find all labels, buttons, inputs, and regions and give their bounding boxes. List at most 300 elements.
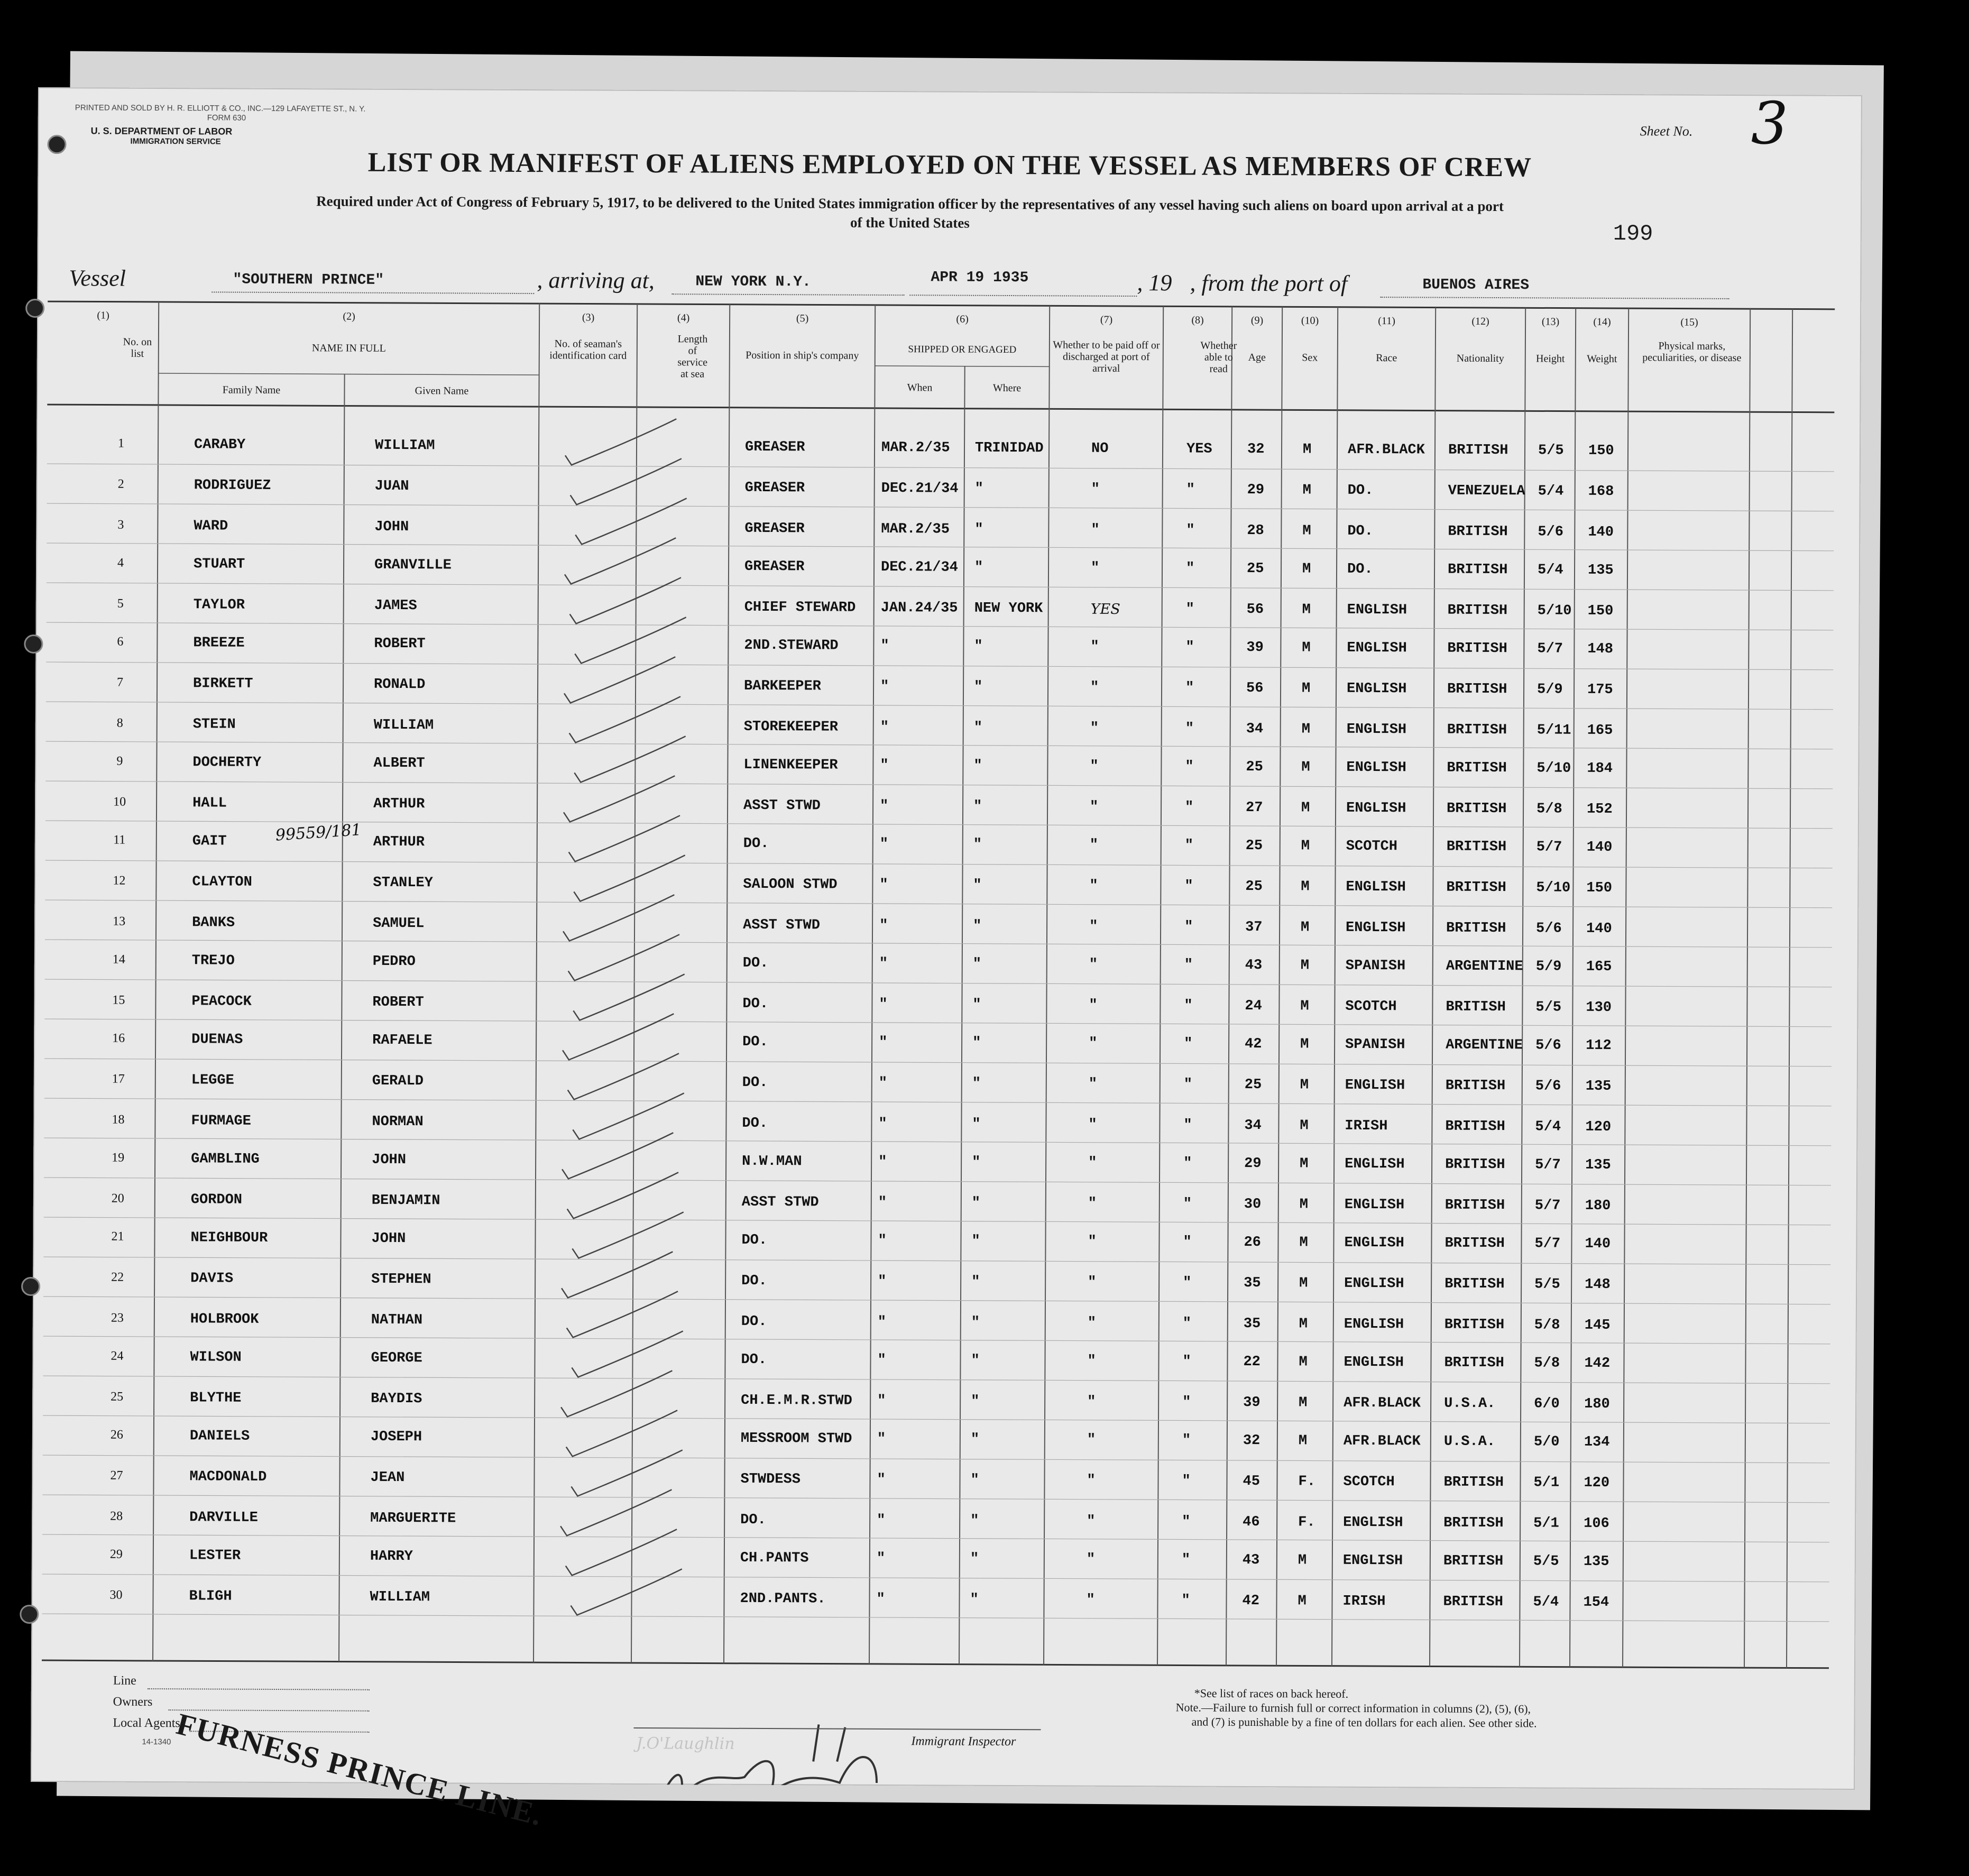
- printer-line: PRINTED AND SOLD BY H. R. ELLIOTT & CO., INC.—129 LAFAYETTE ST., N. Y.: [75, 103, 366, 114]
- cell-paid-off: ": [1089, 878, 1098, 894]
- cell-paid-off: ": [1090, 639, 1099, 655]
- cell-shipped-when: ": [877, 1352, 886, 1369]
- cell-shipped-when: ": [878, 1154, 887, 1171]
- cell-row-number: 11: [113, 833, 126, 847]
- cell-height: 5/7: [1534, 1236, 1561, 1252]
- cell-shipped-where: ": [970, 1551, 979, 1567]
- cell-shipped-where: ": [973, 836, 982, 853]
- cell-race: ENGLISH: [1346, 879, 1406, 896]
- cell-shipped-when: ": [880, 798, 889, 815]
- cell-position: 2ND.STEWARD: [744, 637, 839, 654]
- cell-paid-off: ": [1090, 679, 1099, 696]
- cell-age: 43: [1242, 1552, 1260, 1569]
- cell-row-number: 17: [112, 1072, 125, 1086]
- cell-given-name: JUAN: [374, 478, 409, 495]
- cell-sex: M: [1299, 1197, 1309, 1213]
- cell-weight: 135: [1583, 1553, 1609, 1570]
- col-num-2: (2): [343, 310, 355, 323]
- cell-given-name: BAYDIS: [371, 1391, 422, 1408]
- cell-shipped-when: DEC.21/34: [881, 480, 959, 497]
- cell-row-number: 30: [109, 1588, 123, 1602]
- cell-paid-off: ": [1088, 1196, 1097, 1212]
- cell-nationality: BRITISH: [1444, 1235, 1505, 1252]
- cell-position: GREASER: [744, 439, 805, 456]
- cell-height: 5/8: [1534, 1317, 1560, 1334]
- cell-row-number: 22: [111, 1270, 124, 1284]
- cell-position: LINENKEEPER: [743, 757, 838, 774]
- cell-sex: M: [1298, 1593, 1306, 1610]
- arriving-label: , arriving at,: [537, 267, 655, 294]
- company-stamp: FURNESS PRINCE LINE.: [173, 1706, 547, 1833]
- cell-row-number: 7: [117, 675, 124, 689]
- cell-position: DO.: [741, 1313, 767, 1330]
- cell-shipped-where: ": [973, 758, 982, 774]
- cell-paid-off: ": [1090, 560, 1100, 576]
- cell-nationality: VENEZUELA: [1448, 483, 1525, 500]
- cell-able-to-read: ": [1183, 1077, 1193, 1093]
- cell-position: DO.: [741, 1351, 767, 1368]
- cell-paid-off: ": [1089, 918, 1098, 935]
- cell-shipped-where: ": [972, 1035, 981, 1051]
- cell-nationality: BRITISH: [1443, 1553, 1504, 1570]
- cell-shipped-when: DEC.21/34: [880, 559, 958, 576]
- cell-height: 5/9: [1536, 682, 1563, 698]
- cell-sex: M: [1302, 523, 1311, 539]
- cell-row-number: 9: [116, 754, 123, 768]
- cell-able-to-read: ": [1181, 1593, 1190, 1609]
- cell-sex: M: [1301, 800, 1310, 816]
- cell-weight: 154: [1583, 1594, 1609, 1611]
- cell-shipped-where: ": [971, 1195, 981, 1211]
- cell-paid-off: YES: [1090, 601, 1120, 618]
- cell-paid-off: ": [1087, 1394, 1096, 1410]
- cell-paid-off: ": [1086, 1551, 1096, 1568]
- check-mark-icon: [566, 1529, 677, 1576]
- cell-family-name: LEGGE: [191, 1072, 234, 1089]
- col-given-name: Given Name: [415, 385, 469, 397]
- cell-sex: M: [1299, 1316, 1308, 1332]
- cell-height: 5/10: [1536, 760, 1571, 777]
- cell-age: 37: [1245, 919, 1263, 936]
- cell-age: 39: [1246, 639, 1264, 656]
- cell-given-name: STANLEY: [373, 875, 433, 891]
- cell-able-to-read: ": [1182, 1394, 1191, 1411]
- cell-family-name: WILSON: [190, 1349, 242, 1366]
- col-family-name: Family Name: [222, 384, 281, 397]
- cell-sex: M: [1301, 680, 1311, 697]
- cell-row-number: 28: [110, 1509, 123, 1523]
- cell-row-number: 16: [112, 1031, 125, 1045]
- cell-position: SALOON STWD: [743, 876, 838, 893]
- cell-shipped-when: ": [879, 1034, 888, 1051]
- cell-sex: M: [1299, 1275, 1308, 1292]
- cell-row-number: 2: [117, 477, 124, 491]
- cell-given-name: ROBERT: [372, 994, 424, 1011]
- cell-able-to-read: ": [1184, 998, 1193, 1014]
- cell-position: GREASER: [744, 520, 805, 537]
- cell-position: DO.: [742, 955, 769, 972]
- cell-family-name: HALL: [192, 795, 227, 812]
- cell-shipped-where: ": [970, 1592, 979, 1608]
- cell-age: 27: [1246, 799, 1263, 816]
- cell-age: 26: [1244, 1234, 1261, 1251]
- year-label: , 19: [1137, 270, 1172, 296]
- cell-height: 5/5: [1538, 443, 1564, 459]
- cell-paid-off: NO: [1091, 440, 1109, 457]
- cell-race: AFR.BLACK: [1347, 442, 1425, 458]
- cell-age: 30: [1244, 1196, 1262, 1213]
- cell-shipped-when: ": [880, 638, 889, 655]
- cell-sex: M: [1299, 1235, 1308, 1251]
- cell-shipped-where: ": [972, 1154, 981, 1171]
- cell-age: 56: [1246, 680, 1264, 697]
- cell-weight: 168: [1588, 483, 1614, 500]
- subtitle-line-1: Required under Act of Congress of February 5, 1917, to be delivered to the United States immigration officer by the representatives of any vessel having such aliens on board upon arrival at a port: [316, 193, 1504, 215]
- cell-nationality: BRITISH: [1446, 879, 1506, 896]
- cell-position: DO.: [741, 1273, 767, 1290]
- cell-age: 29: [1247, 482, 1265, 499]
- cell-shipped-where: ": [973, 798, 982, 815]
- cell-nationality: BRITISH: [1447, 722, 1507, 739]
- cell-row-number: 18: [112, 1112, 125, 1127]
- cell-sex: M: [1302, 640, 1311, 656]
- cell-sex: M: [1298, 1433, 1308, 1449]
- cell-nationality: BRITISH: [1445, 1078, 1506, 1095]
- cell-family-name: STEIN: [192, 716, 236, 733]
- cell-family-name: STUART: [194, 556, 245, 573]
- cell-shipped-when: ": [877, 1472, 886, 1488]
- cell-height: 5/0: [1533, 1434, 1560, 1450]
- cell-race: DO.: [1347, 561, 1373, 578]
- cell-height: 5/4: [1533, 1594, 1559, 1611]
- cell-weight: 150: [1587, 603, 1614, 620]
- cell-age: 29: [1244, 1155, 1262, 1172]
- cell-family-name: FURMAGE: [191, 1113, 251, 1129]
- cell-paid-off: ": [1087, 1315, 1097, 1331]
- cell-able-to-read: ": [1183, 1234, 1192, 1250]
- line-label: Line: [113, 1673, 136, 1688]
- cell-shipped-when: ": [880, 678, 889, 695]
- cell-sex: M: [1301, 838, 1310, 854]
- local-agents-label: Local Agents: [113, 1716, 180, 1731]
- cell-weight: 120: [1585, 1119, 1612, 1135]
- cell-shipped-where: ": [973, 918, 982, 934]
- cell-shipped-where: TRINIDAD: [974, 440, 1044, 457]
- cell-sex: M: [1301, 919, 1310, 936]
- cell-paid-off: ": [1088, 1117, 1097, 1133]
- cell-race: ENGLISH: [1346, 680, 1407, 697]
- cell-able-to-read: ": [1185, 680, 1194, 696]
- cell-weight: 142: [1584, 1355, 1611, 1372]
- cell-family-name: RODRIGUEZ: [194, 477, 271, 494]
- cell-row-number: 26: [110, 1428, 123, 1442]
- cell-nationality: BRITISH: [1447, 760, 1507, 777]
- pencil-marks: [813, 1724, 845, 1761]
- cell-given-name: HARRY: [370, 1548, 413, 1565]
- cell-position: N.W.MAN: [742, 1153, 802, 1170]
- cell-position: 2ND.PANTS.: [740, 1590, 826, 1607]
- check-mark-icon: [567, 1172, 678, 1219]
- col-when: When: [907, 382, 933, 394]
- cell-able-to-read: ": [1182, 1514, 1191, 1530]
- check-mark-icon: [568, 1053, 679, 1100]
- cell-nationality: BRITISH: [1446, 999, 1506, 1016]
- cell-position: GREASER: [744, 558, 805, 575]
- cell-given-name: BENJAMIN: [371, 1192, 440, 1209]
- cell-age: 25: [1246, 560, 1264, 577]
- check-mark-icon: [566, 1410, 677, 1457]
- cell-sex: M: [1298, 1552, 1307, 1569]
- cell-family-name: GAIT: [192, 833, 227, 850]
- cell-shipped-where: ": [973, 720, 982, 736]
- cell-weight: 152: [1587, 801, 1613, 818]
- cell-height: 5/9: [1535, 959, 1562, 975]
- cell-given-name: SAMUEL: [373, 915, 425, 932]
- cell-shipped-when: MAR.2/35: [881, 521, 950, 538]
- cell-sex: F.: [1298, 1514, 1315, 1531]
- cell-row-number: 13: [113, 914, 126, 928]
- cell-shipped-when: ": [877, 1393, 886, 1410]
- cell-family-name: NEIGHBOUR: [190, 1230, 268, 1246]
- sheet-number: 3: [1751, 89, 1789, 158]
- cell-shipped-where: ": [974, 521, 983, 538]
- cell-weight: 135: [1585, 1157, 1611, 1173]
- col-no-on-list: No. on list: [123, 336, 152, 360]
- cell-row-number: 4: [117, 556, 124, 570]
- cell-shipped-where: ": [974, 679, 983, 695]
- cell-height: 5/11: [1536, 722, 1571, 739]
- cell-age: 25: [1246, 759, 1263, 776]
- cell-nationality: BRITISH: [1443, 1474, 1504, 1491]
- cell-height: 5/4: [1535, 1119, 1561, 1135]
- cell-age: 35: [1243, 1316, 1261, 1332]
- cell-race: ENGLISH: [1345, 1077, 1405, 1094]
- cell-given-name: GERALD: [372, 1073, 424, 1090]
- cell-weight: 150: [1588, 443, 1614, 459]
- cell-row-number: 21: [111, 1229, 124, 1244]
- cell-height: 5/4: [1537, 562, 1563, 578]
- col-position: Position in ship's company: [746, 349, 859, 362]
- cell-nationality: BRITISH: [1445, 1118, 1505, 1135]
- cell-row-number: 29: [109, 1547, 123, 1561]
- check-mark-icon: [567, 1291, 678, 1338]
- col-num-11: (11): [1378, 315, 1395, 327]
- cell-weight: 145: [1584, 1317, 1611, 1334]
- cell-able-to-read: ": [1182, 1432, 1191, 1449]
- cell-weight: 184: [1587, 760, 1613, 777]
- cell-sex: M: [1302, 482, 1311, 499]
- cell-paid-off: ": [1090, 799, 1099, 815]
- cell-age: 25: [1244, 1077, 1262, 1093]
- cell-height: 5/6: [1536, 921, 1562, 937]
- cell-paid-off: ": [1089, 837, 1099, 853]
- col-num-14: (14): [1593, 316, 1611, 328]
- cell-weight: 135: [1587, 562, 1614, 579]
- cell-shipped-where: ": [971, 1393, 980, 1410]
- check-mark-icon: [569, 696, 680, 743]
- col-where: Where: [992, 382, 1022, 394]
- col-shipped: SHIPPED OR ENGAGED: [908, 344, 1017, 356]
- cell-nationality: BRITISH: [1448, 523, 1508, 540]
- col-sex: Sex: [1302, 352, 1318, 364]
- cell-position: CHIEF STEWARD: [744, 599, 856, 616]
- col-read: Whether able to read: [1200, 339, 1237, 375]
- cell-age: 24: [1245, 998, 1262, 1015]
- cell-paid-off: ": [1087, 1513, 1096, 1530]
- cell-paid-off: ": [1089, 997, 1098, 1014]
- cell-race: ENGLISH: [1346, 800, 1406, 817]
- cell-weight: 134: [1584, 1434, 1610, 1450]
- col-num-4: (4): [677, 312, 690, 324]
- cell-height: 5/8: [1536, 801, 1562, 817]
- cell-sex: M: [1301, 759, 1310, 776]
- cell-family-name: DAVIS: [190, 1271, 234, 1287]
- cell-given-name: JAMES: [374, 597, 417, 614]
- cell-shipped-when: ": [877, 1314, 887, 1331]
- cell-nationality: BRITISH: [1443, 1515, 1504, 1532]
- cell-shipped-when: ": [876, 1591, 885, 1608]
- col-seaman-card: No. of seaman's identification card: [549, 338, 627, 362]
- cell-nationality: BRITISH: [1445, 1156, 1505, 1173]
- cell-age: 28: [1247, 522, 1264, 539]
- cell-given-name: NORMAN: [372, 1114, 424, 1130]
- cell-height: 5/8: [1534, 1355, 1560, 1372]
- cell-age: 34: [1244, 1117, 1262, 1134]
- cell-family-name: DOCHERTY: [192, 755, 262, 771]
- cell-race: ENGLISH: [1344, 1235, 1404, 1252]
- cell-position: ASST STWD: [743, 797, 821, 814]
- cell-nationality: BRITISH: [1447, 801, 1507, 817]
- cell-weight: 175: [1587, 682, 1613, 698]
- col-num-12: (12): [1471, 315, 1489, 327]
- check-mark-icon: [574, 735, 685, 783]
- arriving-port: NEW YORK N.Y.: [695, 273, 811, 291]
- cell-given-name: ALBERT: [373, 755, 425, 772]
- check-mark-icon: [571, 1568, 682, 1615]
- cell-race: ENGLISH: [1347, 602, 1407, 619]
- cell-race: AFR.BLACK: [1344, 1395, 1421, 1412]
- cell-nationality: BRITISH: [1444, 1276, 1505, 1293]
- cell-given-name: JOSEPH: [370, 1429, 422, 1446]
- cell-able-to-read: ": [1183, 1196, 1192, 1212]
- cell-able-to-read: ": [1183, 1275, 1192, 1291]
- cell-weight: 180: [1584, 1396, 1610, 1412]
- cell-nationality: U.S.A.: [1444, 1395, 1496, 1412]
- cell-able-to-read: ": [1181, 1552, 1191, 1568]
- cell-shipped-when: ": [878, 1273, 887, 1290]
- col-length-service: Length of service at sea: [677, 333, 708, 380]
- cell-race: IRISH: [1342, 1593, 1386, 1610]
- cell-able-to-read: ": [1185, 639, 1194, 656]
- cell-weight: 135: [1585, 1078, 1612, 1095]
- cell-nationality: BRITISH: [1447, 602, 1508, 619]
- cell-nationality: BRITISH: [1444, 1317, 1505, 1334]
- cell-weight: 120: [1584, 1475, 1610, 1491]
- cell-able-to-read: YES: [1186, 441, 1212, 457]
- cell-paid-off: ": [1088, 1234, 1097, 1250]
- arrival-date: APR 19 1935: [931, 269, 1029, 287]
- cell-age: 32: [1247, 441, 1265, 458]
- cell-position: CH.PANTS: [740, 1550, 809, 1567]
- cell-shipped-when: JAN.24/35: [880, 600, 958, 617]
- cell-nationality: BRITISH: [1447, 640, 1507, 657]
- cell-age: 45: [1243, 1473, 1260, 1490]
- cell-position: BARKEEPER: [744, 678, 821, 695]
- cell-able-to-read: ": [1182, 1354, 1191, 1370]
- check-mark-icon: [568, 934, 679, 981]
- cell-sex: M: [1299, 1354, 1308, 1371]
- cell-given-name: JOHN: [374, 519, 409, 536]
- cell-shipped-when: ": [880, 757, 889, 774]
- cell-shipped-where: ": [972, 1116, 981, 1133]
- cell-sex: M: [1300, 1036, 1309, 1053]
- cell-paid-off: ": [1087, 1473, 1096, 1489]
- cell-age: 22: [1243, 1354, 1260, 1371]
- cell-height: 5/1: [1533, 1515, 1559, 1532]
- cell-height: 5/6: [1535, 1078, 1561, 1095]
- cell-paid-off: ": [1090, 758, 1099, 775]
- cell-sex: M: [1301, 879, 1310, 895]
- cell-sex: M: [1302, 602, 1311, 618]
- cell-sex: M: [1302, 442, 1312, 458]
- cell-position: DO.: [742, 1074, 768, 1091]
- cell-shipped-where: ": [973, 877, 982, 894]
- cell-position: DO.: [740, 1512, 766, 1529]
- cell-shipped-when: ": [878, 1116, 887, 1133]
- cell-weight: 180: [1585, 1198, 1611, 1214]
- cell-weight: 165: [1587, 722, 1613, 739]
- cell-position: CH.E.M.R.STWD: [741, 1392, 852, 1409]
- col-nationality: Nationality: [1456, 352, 1504, 365]
- check-mark-icon: [575, 498, 686, 545]
- cell-age: 42: [1245, 1036, 1262, 1053]
- cell-family-name: PEACOCK: [191, 994, 252, 1010]
- cell-age: 35: [1244, 1275, 1261, 1292]
- cell-given-name: PEDRO: [372, 953, 416, 970]
- cell-race: ENGLISH: [1346, 919, 1406, 936]
- cell-given-name: JOHN: [372, 1152, 407, 1169]
- cell-given-name: GEORGE: [371, 1350, 422, 1367]
- page-title: LIST OR MANIFEST OF ALIENS EMPLOYED ON THE VESSEL AS MEMBERS OF CREW: [367, 147, 1532, 183]
- cell-sex: M: [1301, 721, 1310, 738]
- cell-able-to-read: ": [1184, 957, 1193, 973]
- department: U. S. DEPARTMENT OF LABOR: [90, 125, 233, 137]
- cell-family-name: WARD: [194, 518, 228, 535]
- cell-position: MESSROOM STWD: [740, 1430, 852, 1447]
- cell-shipped-where: ": [972, 1075, 981, 1092]
- cell-shipped-when: ": [879, 836, 889, 853]
- list-number: 199: [1613, 221, 1653, 247]
- cell-position: DO.: [742, 1034, 768, 1051]
- manifest-page: [31, 87, 1862, 1833]
- cell-family-name: DUENAS: [191, 1032, 243, 1048]
- cell-weight: 106: [1584, 1515, 1609, 1532]
- cell-sex: M: [1300, 998, 1309, 1015]
- cell-able-to-read: ": [1184, 838, 1194, 854]
- cell-sex: M: [1299, 1395, 1308, 1411]
- cell-sex: M: [1300, 1077, 1309, 1093]
- cell-family-name: BLYTHE: [190, 1390, 242, 1406]
- cell-able-to-read: ": [1182, 1316, 1192, 1332]
- cell-given-name: ROBERT: [374, 636, 426, 652]
- cell-paid-off: ": [1089, 957, 1098, 973]
- col-num-1: (1): [97, 309, 109, 321]
- cell-age: 42: [1242, 1593, 1260, 1610]
- cell-position: STOREKEEPER: [743, 719, 839, 735]
- cell-position: DO.: [743, 835, 769, 852]
- cell-row-number: 5: [117, 596, 124, 611]
- cell-row-number: 15: [112, 993, 125, 1007]
